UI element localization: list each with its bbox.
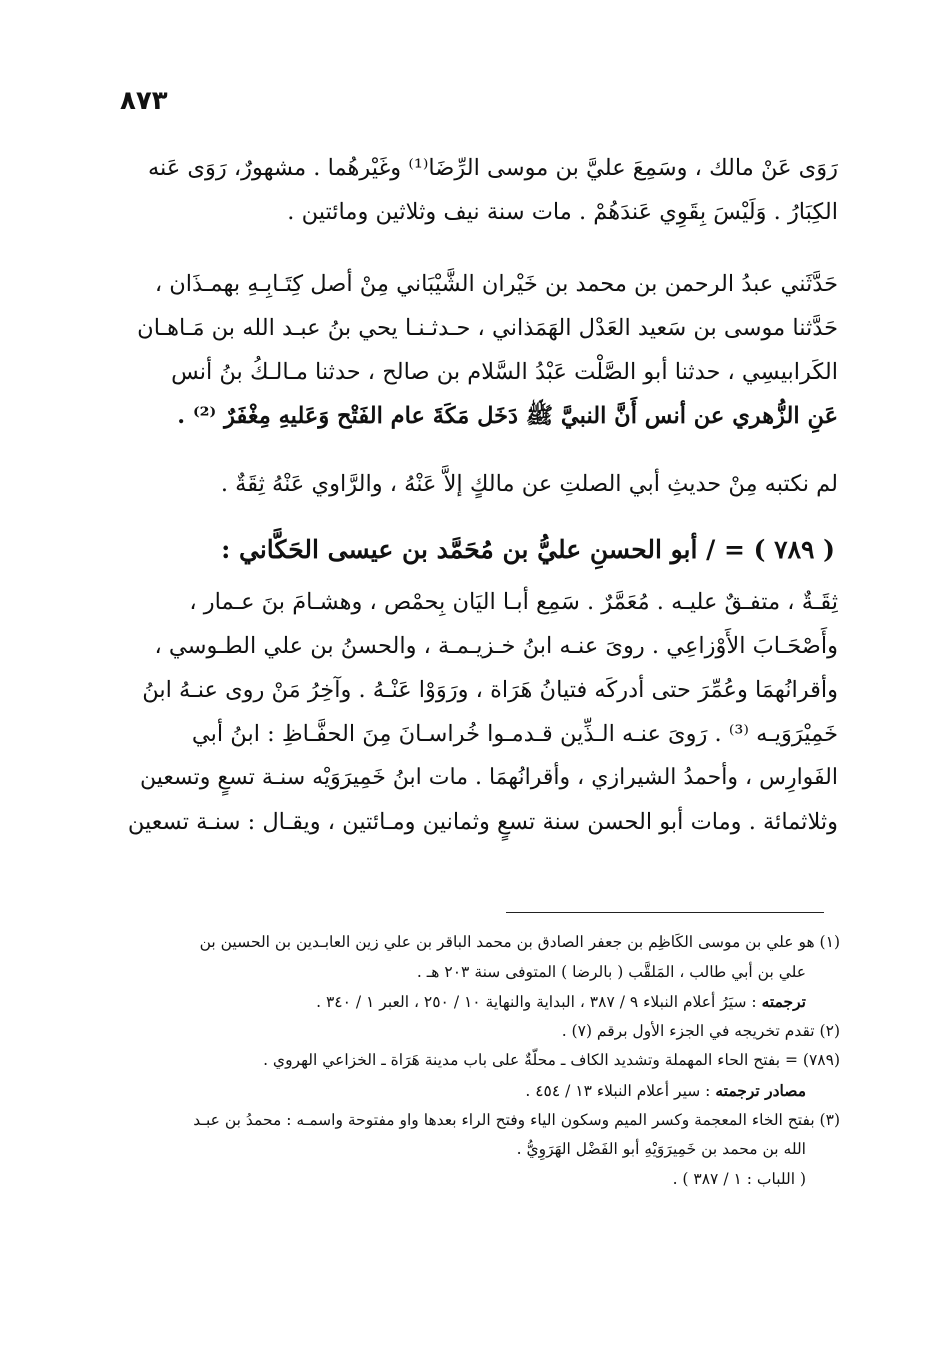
footnote-divider [506, 912, 824, 913]
text-line: رَوَى عَنْ مالك ، وسَمِعَ عليَّ بن موسى الرِّضَا⁽¹⁾ وغَيْرهُما . مشهورٌ، رَوَى عَنه [147, 155, 838, 181]
paragraph-2-hadith-chain [128, 262, 838, 438]
footnote-line: الله بن محمد بن خَمِيرَوَيْهِ أبو الفَضْل الهَرَوِيُّ . [516, 1140, 806, 1159]
footnote-line: (٢) تقدم تخريجه في الجزء الأول برقم (٧) . [561, 1021, 840, 1040]
footnote-line [128, 987, 840, 1017]
footnote-line: (٣) بفتح الخاء المعجمة وكسر الميم وسكون الياء وفتح الراء بعدها واو مفتوحة واسمـه : محمدُ بن عبـد [193, 1110, 840, 1129]
text-line: ثِقَـةٌ ، متفـقٌ عليـه . مُعَمَّرٌ . سَمِع أبـا اليَان بِحمْص ، وهشـامَ بنَ عـمار ، [189, 589, 838, 615]
footnotes [128, 928, 840, 1194]
footnote-bold-prefix: مصادر ترجمته [715, 1080, 806, 1100]
text-line: خَمِيْرَوَيـه ⁽³⁾ . رَوىَ عنـه الـذِّين قـدمـوا خُراسـانَ مِنَ الحفَّـاظِ : ابنُ أبي [191, 721, 838, 747]
footnote-rest: : سيَرُ أعلام النبلاء ٩ / ٣٨٧ ، البداية والنهاية ١٠ / ٢٥٠ ، العبر ١ / ٣٤٠ . [316, 993, 762, 1012]
footnote-bold-prefix: ترجمته [761, 992, 806, 1012]
text-line: الكَرابيسِي ، حدثنا أبو الصَّلْت عَبْدُ السَّلام بن صالح ، حدثنا مـالـكُ بنُ أنس [171, 359, 838, 385]
text-line: الفَوارِس ، وأحمدُ الشيرازي ، وأقرانُهمَا . مات ابنُ خَمِيرَوَيْه سنـة تسعٍ وتسعين [140, 765, 838, 790]
footnote-line: (١) هو علي بن موسى الكَاظِم بن جعفر الصادق بن محمد الباقر بن علي زين العابـدين بن الحسين بن [199, 933, 840, 951]
entry-heading: ( ٧٨٩ ) = / أبو الحسنِ عليُّ بن مُحَمَّد بن عيسى الحَكَّاني : [221, 535, 835, 564]
footnote-line [128, 1076, 840, 1106]
paragraph-4-biography [128, 580, 838, 844]
footnote-line: علي بن أبي طالب ، المَلقَّب ( بالرضا ) المتوفى سنة ٢٠٣ هـ . [416, 962, 806, 981]
text-line: وأقرانُهمَا وعُمِّرَ حتى أدركَه فتيانُ هَرَاة ، ورَوَوْا عَنْـهُ . وآخِرُ مَنْ روى عنـهُ ابنُ [142, 677, 838, 703]
footnote-line: ( اللباب : ١ / ٣٨٧ ) . [672, 1169, 806, 1188]
page-number: ٨٧٣ [120, 86, 168, 116]
text-line: لم نكتبه مِنْ حديثِ أبي الصلتِ عن مالكٍ إلاَّ عَنْهُ ، والرَّاوي عَنْهُ ثِقَةٌ . [220, 471, 838, 497]
text-line: وثلاثمائة . ومات أبو الحسن سنة تسعٍ وثمانين ومـائتين ، ويقـال : سنـة تسعين [128, 809, 838, 835]
paragraph-1 [128, 146, 838, 234]
text-line-hadith-matn: عَنِ الزُّهري عن أنس أَنَّ النبيَّ ﷺ دَخَل مَكَةَ عام الفَتْح وَعَليهِ مِغْفَرٌ ⁽²⁾ . [177, 403, 838, 429]
footnote-line: (٧٨٩) = بفتح الحاء المهملة وتشديد الكاف ـ محلّةٌ على باب مدينة هَرَاة ـ الخزاعي الهروي . [263, 1051, 840, 1070]
text-line: الكِبَارُ . وَلَيْسَ بِقَوِي عَندَهُمْ . مات سنة نيف وثلاثين ومائتين . [287, 199, 838, 225]
paragraph-3 [128, 462, 838, 506]
text-line: وأَصْحَـابَ الأَوْزاعِي . روىَ عنـه ابنُ خـزيـمـة ، والحسنُ بن علي الطـوسي ، [154, 633, 838, 659]
footnote-rest: : سير أعلام النبلاء ١٣ / ٤٥٤ . [525, 1081, 716, 1100]
text-line: حَدَّثَني عبدُ الرحمن بن محمد بن خَيْران الشَّيْبَاني مِنْ أصل كِتَـابِـهِ بهمـذَان ، [154, 271, 838, 297]
text-line: حَدَّثنا موسى بن سَعيد العَدْل الهَمَذاني ، حـدثـنـا يحي بنُ عبـد الله بن مَـاهـان [137, 315, 838, 341]
